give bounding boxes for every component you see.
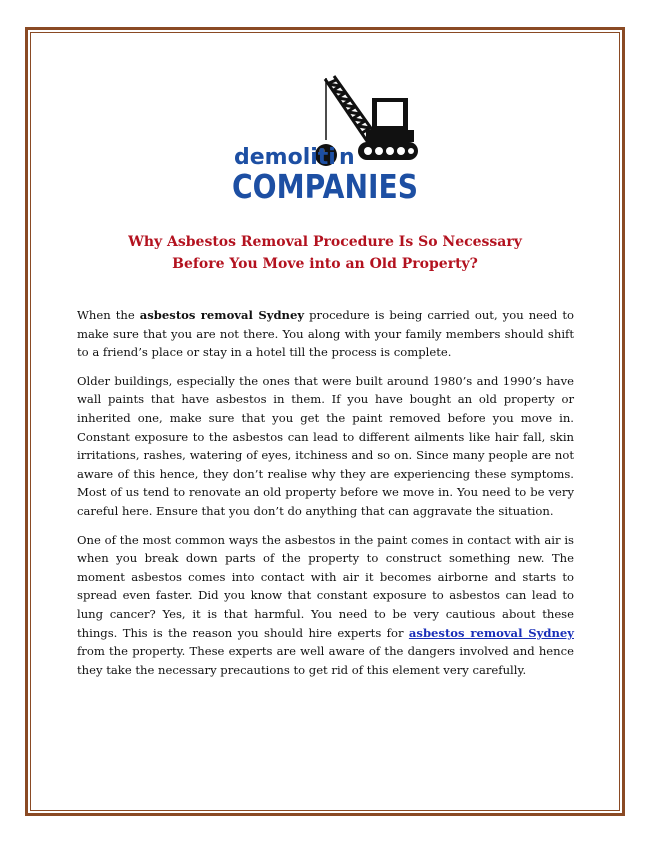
paragraph-2: Older buildings, especially the ones that were built around 1980’s and 1990’s have wall paints that have asbestos in them. If you have bought an old property or inherited one, make sure that you get the paint removed before you move in. Constant exposure to the asbestos can lead to different ailments like hair fall, skin irritations, rashes, watering of eyes, itchiness and so on. Since many people are not aware of this hence, they don’t realise why they are experiencing these symptoms. Most of us tend to renovate an old property before we move in. You need to be very careful here. Ensure that you don’t do anything that can aggravate the situation.	[77, 373, 574, 518]
paragraph-3	[77, 531, 574, 680]
paragraph-1-keyword: asbestos removal Sydney	[139, 308, 305, 322]
paragraph-3-text-end: from the property. These experts are well aware of the dangers involved and hence they take the necessary precautions to get rid of this element very carefully.	[77, 644, 574, 677]
logo-line1-tail: n	[339, 145, 355, 170]
demolition-companies-logo	[232, 72, 422, 206]
logo-line1: demoliti	[234, 145, 336, 170]
paragraph-3-text-start: One of the most common ways the asbestos in the paint comes in contact with air is when you break down parts of the property to construct something new. The moment asbestos comes into contact with air it becomes airborne and starts to spread even faster. Did you know that constant exposure to asbestos can lead to lung cancer? Yes, it is that harmful. You need to be very cautious about these things. This is the reason you should hire experts for	[77, 532, 574, 640]
paragraph-1-text-end: procedure is being carried out, you need to make sure that you are not there. You along with your family members should shift to a friend’s place or stay in a hotel till the process is complete.	[77, 308, 574, 360]
paragraph-1	[77, 306, 574, 362]
asbestos-removal-link[interactable]: asbestos removal Sydney	[408, 625, 574, 640]
paragraph-1-text-start: When the	[77, 308, 140, 322]
title-line-1: Why Asbestos Removal Procedure Is So Necessary	[128, 234, 522, 250]
crane-wrecking-ball-icon	[232, 72, 422, 206]
logo-line2: COMPANIES	[232, 167, 418, 206]
article-body	[77, 306, 574, 689]
title-line-2: Before You Move into an Old Property?	[172, 256, 478, 272]
page-title	[70, 231, 580, 275]
